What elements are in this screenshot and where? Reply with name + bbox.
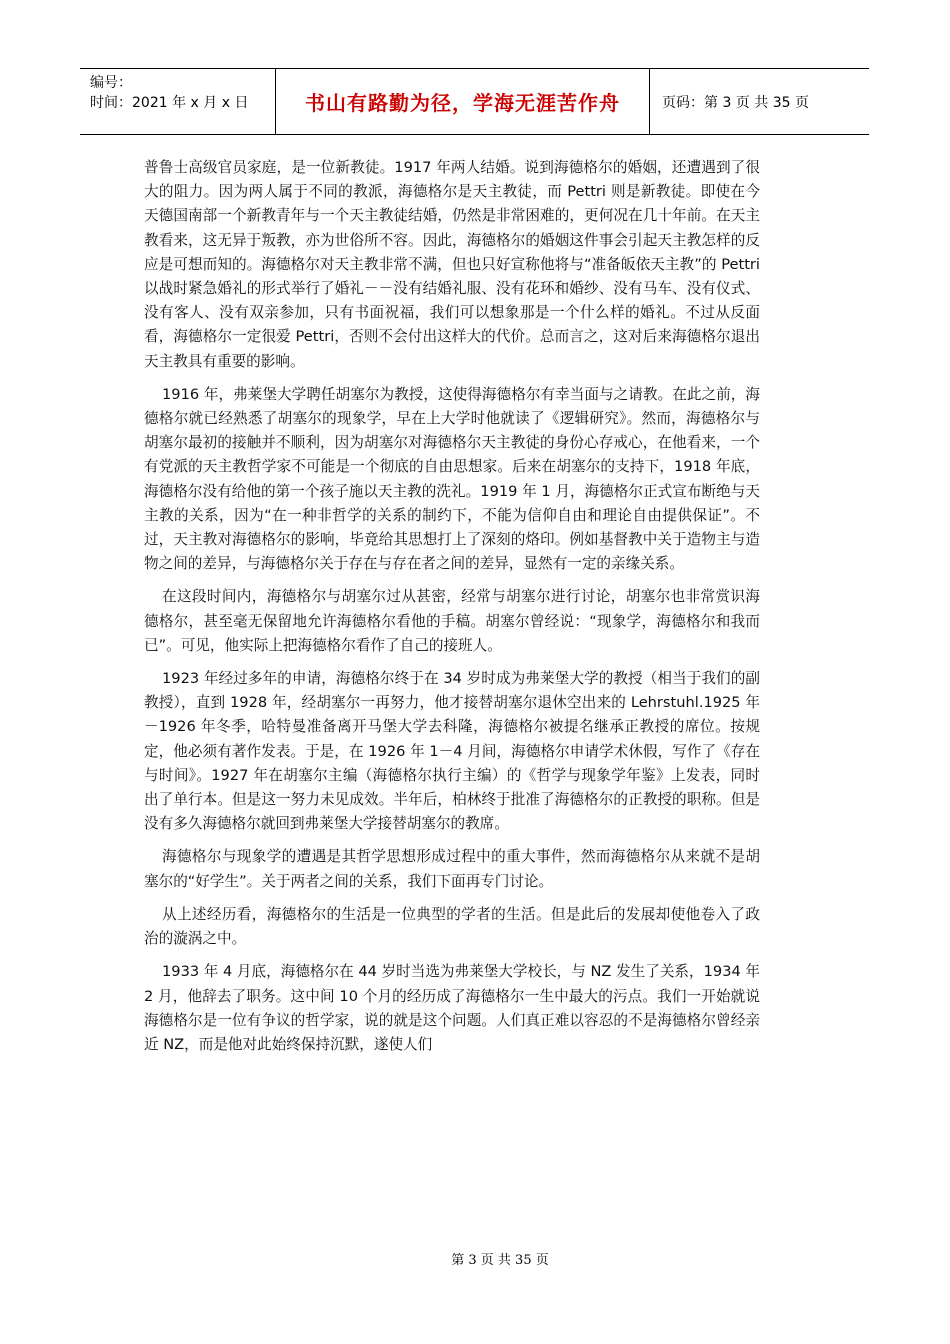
paragraph: 普鲁士高级官员家庭，是一位新教徒。1917 年两人结婚。说到海德格尔的婚姻，还遭遇到了很大的阻力。因为两人属于不同的教派，海德格尔是天主教徒，而 Pettri 则是新教徒。即使在今天德国南部一个新教青年与一个天主教徒结婚，仍然是非常困难的，更何况在几十年前。在天主教看来，这无异于叛教，亦为世俗所不容。因此，海德格尔的婚姻这件事会引起天主教怎样的反应是可想而知的。海德格尔对天主教非常不满，但也只好宣称他将与“准备皈依天主教”的 Pettri 以战时紧急婚礼的形式举行了婚礼－－没有结婚礼服、没有花环和婚纱、没有马车、没有仪式、没有客人、没有双亲参加，只有书面祝福，我们可以想象那是一个什么样的婚礼。不过从反面看，海德格尔一定很爱 Pettri，否则不会付出这样大的代价。总而言之，这对后来海德格尔退出天主教具有重要的影响。 <box>144 159 760 370</box>
header-time-label: 时间：2021 年 x 月 x 日 <box>90 95 249 111</box>
paragraph: 1916 年，弗莱堡大学聘任胡塞尔为教授，这使得海德格尔有幸当面与之请教。在此之前，海德格尔就已经熟悉了胡塞尔的现象学，早在上大学时他就读了《逻辑研究》。然而，海德格尔与胡塞尔最初的接触并不顺利，因为胡塞尔对海德格尔天主教徒的身份心存戒心，在他看来，一个有党派的天主教哲学家不可能是一个彻底的自由思想家。后来在胡塞尔的支持下，1918 年底，海德格尔没有给他的第一个孩子施以天主教的洗礼。1919 年 1 月，海德格尔正式宣布断绝与天主教的关系，因为“在一种非哲学的关系的制约下，不能为信仰自由和理论自由提供保证”。不过，天主教对海德格尔的影响，毕竟给其思想打上了深刻的烙印。例如基督教中关于造物主与造物之间的差异，与海德格尔关于存在与存在者之间的差异，显然有一定的亲缘关系。 <box>144 385 760 573</box>
page-header <box>80 68 869 135</box>
header-number-label: 编号： <box>90 75 132 91</box>
header-meta <box>80 69 276 134</box>
paragraph: 在这段时间内，海德格尔与胡塞尔过从甚密，经常与胡塞尔进行讨论，胡塞尔也非常赏识海德格尔，甚至毫无保留地允许海德格尔看他的手稿。胡塞尔曾经说：“现象学，海德格尔和我而已”。可见，他实际上把海德格尔看作了自己的接班人。 <box>144 588 760 654</box>
page-footer: 第 3 页 共 35 页 <box>451 1253 549 1268</box>
paragraph: 1933 年 4 月底，海德格尔在 44 岁时当选为弗莱堡大学校长，与 NZ 发生了关系，1934 年 2 月，他辞去了职务。这中间 10 个月的经历成了海德格尔一生中最大的污点。我们一开始就说海德格尔是一位有争议的哲学家，说的就是这个问题。人们真正难以容忍的不是海德格尔曾经亲近 NZ，而是他对此始终保持沉默，遂使人们 <box>144 963 760 1053</box>
header-page-code: 页码：第 3 页 共 35 页 <box>662 94 809 111</box>
body-text <box>144 156 760 1066</box>
paragraph: 海德格尔与现象学的遭遇是其哲学思想形成过程中的重大事件，然而海德格尔从来就不是胡塞尔的“好学生”。关于两者之间的关系，我们下面再专门讨论。 <box>144 848 760 890</box>
header-motto: 书山有路勤为径，学海无涯苦作舟 <box>276 69 650 134</box>
paragraph: 从上述经历看，海德格尔的生活是一位典型的学者的生活。但是此后的发展却使他卷入了政治的漩涡之中。 <box>144 905 760 948</box>
paragraph: 1923 年经过多年的申请，海德格尔终于在 34 岁时成为弗莱堡大学的教授（相当于我们的副教授），直到 1928 年，经胡塞尔一再努力，他才接替胡塞尔退休空出来的 Lehrstuhl.1925 年－1926 年冬季，哈特曼准备离开马堡大学去科隆，海德格尔被提名继承正教授的席位。按规定，他必须有著作发表。于是，在 1926 年 1－4 月间，海德格尔申请学术休假，写作了《存在与时间》。1927 年在胡塞尔主编（海德格尔执行主编）的《哲学与现象学年鉴》上发表，同时出了单行本。但是这一努力未见成效。半年后，柏林终于批准了海德格尔的正教授的职称。但是没有多久海德格尔就回到弗莱堡大学接替胡塞尔的教席。 <box>144 670 760 833</box>
